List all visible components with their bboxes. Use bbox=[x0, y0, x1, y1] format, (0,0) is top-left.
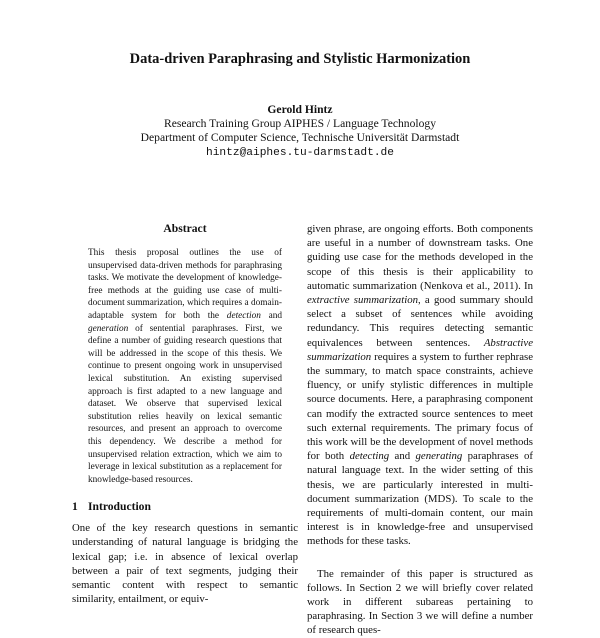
emphasis-detecting: detecting bbox=[349, 450, 390, 463]
abstract-heading: Abstract bbox=[163, 222, 207, 235]
emphasis-abstractive-summarization: Abstractive summarization bbox=[307, 336, 533, 363]
abstract-text: and bbox=[260, 310, 283, 321]
paper-title: Data-driven Paraphrasing and Stylistic Harmonization bbox=[129, 51, 471, 67]
abstract-emphasis-detection: detection bbox=[226, 310, 261, 321]
author-affiliation-department: Department of Computer Science, Technische Universität Darmstadt bbox=[140, 131, 460, 145]
body-text: paraphrases of natural language text. In the wider setting of this thesis, we are particularly interested in multi-document summarization (MDS). To scale to the requirements of multi-domain content, our main interest is in knowledge-free and unsupervised methods for these tasks. bbox=[307, 450, 533, 548]
introduction-body: One of the key research questions in semantic understanding of natural language is bridging the lexical gap; i.e. in absence of lexical overlap between a pair of text segments, judging their semantic content with respect to semantic similarity, entailment, or equiv- bbox=[72, 522, 298, 606]
section-number: 1 bbox=[72, 500, 78, 514]
author-name: Gerold Hintz bbox=[267, 103, 333, 116]
body-text: given phrase, are ongoing efforts. Both components are useful in a number of downstream tasks. One guiding use case for the methods developed in the scope of this thesis is their applicability to automatic summarization (Nenkova et al., 2011). In bbox=[307, 223, 533, 292]
abstract-body bbox=[88, 247, 282, 486]
abstract-text: This thesis proposal outlines the use of unsupervised data-driven methods for paraphrasing tasks. We motivate the development of knowledge-free methods at the guiding use case of multi-document summarization, which requires a domain-adaptable system for both the bbox=[88, 248, 282, 321]
right-paragraph-1 bbox=[307, 222, 533, 549]
left-column bbox=[72, 222, 298, 607]
emphasis-extractive-summarization: extractive summarization bbox=[307, 294, 418, 307]
right-paragraph-2: The remainder of this paper is structured as follows. In Section 2 we will briefly cover related work in different subareas pertaining to paraphrasing. In Section 3 we will define a number of research ques- bbox=[307, 567, 533, 637]
body-text: and bbox=[389, 450, 416, 463]
emphasis-generating: generating bbox=[415, 450, 463, 463]
right-column bbox=[307, 222, 533, 638]
body-text: requires a system to further rephrase the summary, to match space constraints, achieve fluency, or unify stylistic differences in multiple source documents. Here, a paraphrasing component can modify the extracted source sentences to meet such external requirements. The primary focus of this work will be the development of novel methods for both bbox=[307, 350, 533, 463]
abstract-emphasis-generation: generation bbox=[88, 323, 129, 334]
section-title: Introduction bbox=[88, 500, 151, 514]
author-block bbox=[0, 103, 600, 160]
abstract-text: of sentential paraphrases. First, we define a number of guiding research questions that will be addressed in the scope of this thesis. We continue to present ongoing work in unsupervised lexical substitution. An existing supervised approach is first adapted to a new language and dataset. We observe that supervised lexical substitution relies heavily on lexical semantic resources, and present an approach to overcome this dependency. We describe a method for unsupervised relation extraction, which we aim to leverage in lexical substitution as a replacement for knowledge-based resources. bbox=[88, 323, 282, 485]
body-text: , a good summary should select a subset of sentences while avoiding redundancy. This requires detecting semantic equivalences between sentences. bbox=[307, 294, 533, 349]
section-heading-introduction bbox=[72, 500, 298, 513]
author-affiliation-group: Research Training Group AIPHES / Language Technology bbox=[163, 117, 437, 131]
author-email[interactable]: hintz@aiphes.tu-darmstadt.de bbox=[206, 146, 394, 159]
